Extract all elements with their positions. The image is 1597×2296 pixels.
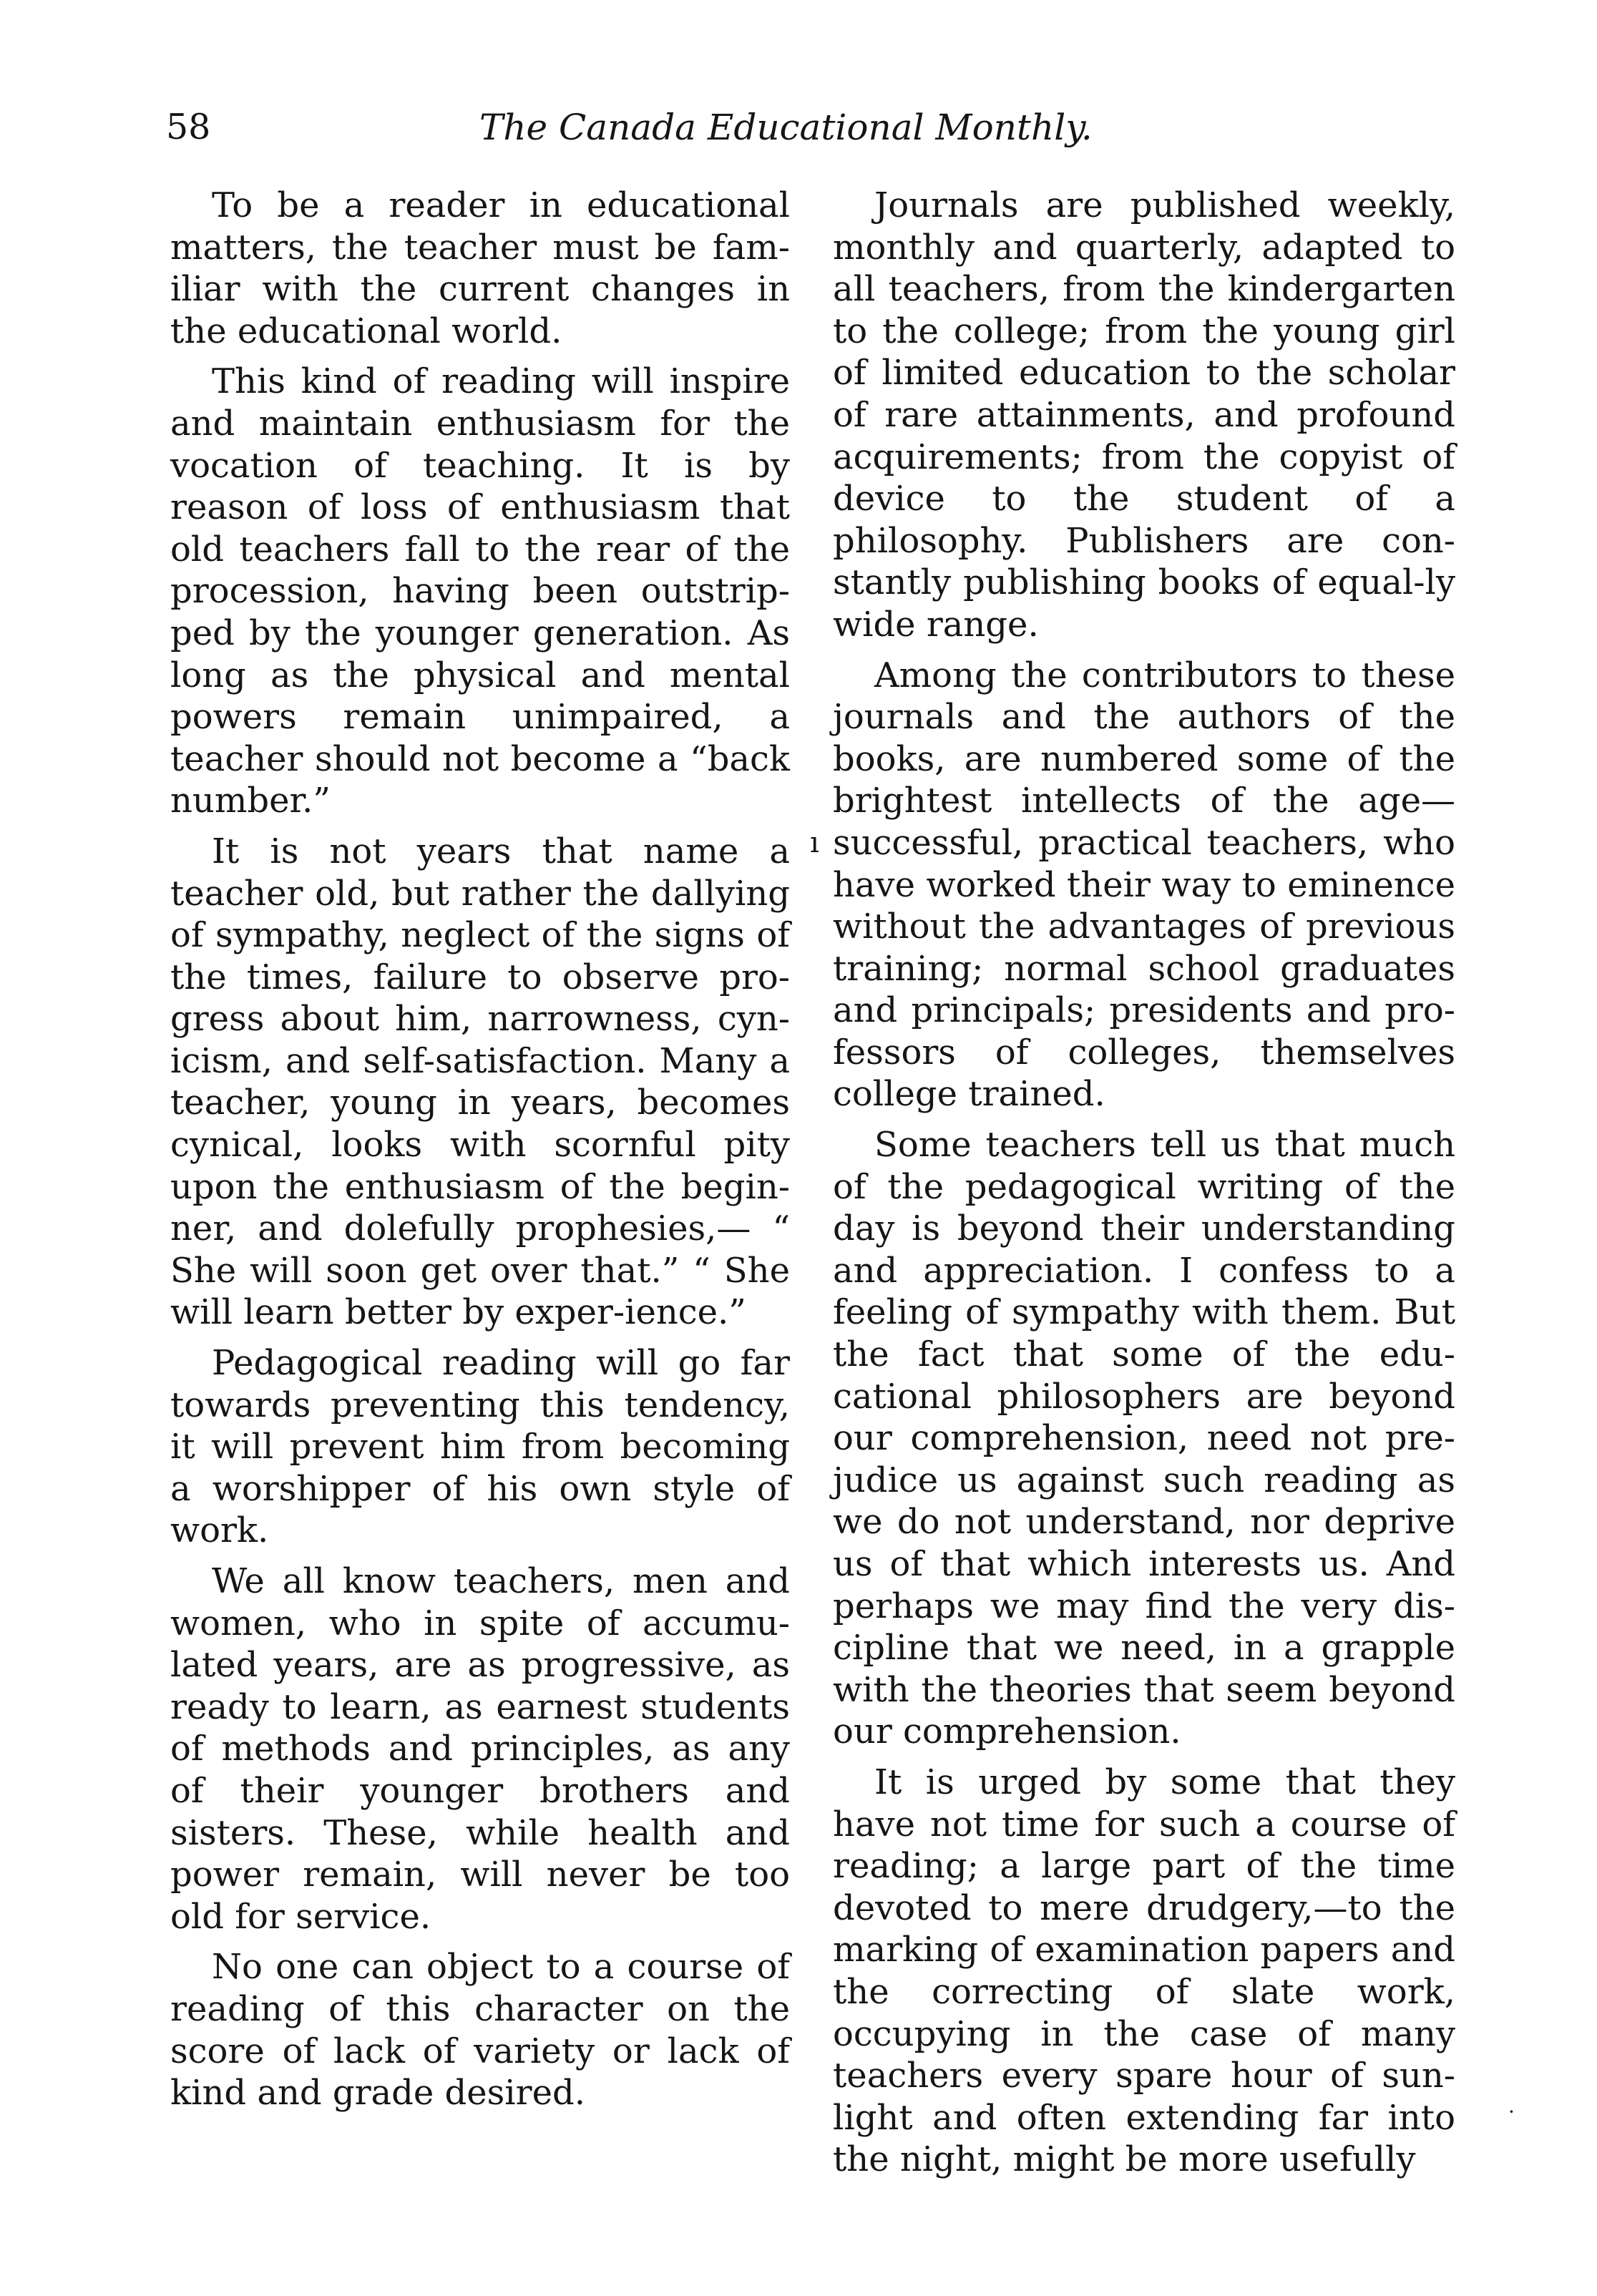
left-paragraph-5: We all know teachers, men and women, who in spite of accumu-lated years, are as progressive, as ready to learn, as earnest students of methods and principles, as any of their younger brothers and sisters. These, while health and power remain, will never be too old for service. — [170, 1561, 790, 1937]
right-paragraph-1: Journals are published weekly, monthly and quarterly, adapted to all teachers, from the kindergarten to the college; from the young girl of limited education to the scholar of rare attainments, and profound acquirements; from the copyist of device to the student of a philosophy. Publishers are con-stantly publishing books of equal-ly wide range. — [833, 185, 1455, 645]
left-paragraph-4: Pedagogical reading will go far towards preventing this tendency, it will prevent him from becoming a worshipper of his own style of work. — [170, 1343, 790, 1551]
left-paragraph-1: To be a reader in educational matters, the teacher must be fam-iliar with the current changes in the educational world. — [170, 185, 790, 351]
left-paragraph-2: This kind of reading will inspire and maintain enthusiasm for the vocation of teaching. It is by reason of loss of enthusiasm that old teachers fall to the rear of the procession, having been outstrip-ped by the younger generation. As long as the physical and mental powers remain unimpaired, a teacher should not become a “back number.” — [170, 361, 790, 821]
margin-mark: ı — [810, 826, 819, 859]
right-paragraph-2: Among the contributors to these journals and the authors of the books, are numbered some of the brightest intellects of the age— successful, practical teachers, who have worked their way to eminence without the advantages of previous training; normal school graduates and principals; presidents and pro-fessors of colleges, themselves college trained. — [833, 655, 1455, 1115]
right-paragraph-4: It is urged by some that they have not time for such a course of reading; a large part of the time devoted to mere drudgery,—to the marking of examination papers and the correcting of slate work, occupying in the case of many teachers every spare hour of sun-light and often extending far into the night, might be more usefully — [833, 1762, 1455, 2180]
left-paragraph-3: It is not years that name a teacher old, but rather the dallying of sympathy, neglect of the signs of the times, failure to observe pro-gress about him, narrowness, cyn-icism, and self-satisfaction. Many a teacher, young in years, becomes cynical, looks with scornful pity upon the enthusiasm of the begin-ner, and dolefully prophesies,— “ She will soon get over that.” “ She will learn better by exper-ience.” — [170, 831, 790, 1333]
left-column — [170, 185, 790, 2123]
left-paragraph-6: No one can object to a course of reading of this character on the score of lack of variety or lack of kind and grade desired. — [170, 1947, 790, 2114]
running-head-title: The Canada Educational Monthly. — [479, 107, 1093, 148]
page-number: 58 — [166, 107, 211, 147]
right-column — [833, 185, 1455, 2189]
margin-dot: · — [1508, 2100, 1515, 2124]
right-paragraph-3: Some teachers tell us that much of the pedagogical writing of the day is beyond their understanding and appreciation. I confess to a feeling of sympathy with them. But the fact that some of the edu-cational philosophers are beyond our comprehension, need not pre-judice us against such reading as we do not understand, nor deprive us of that which interests us. And perhaps we may find the very dis-cipline that we need, in a grapple with the theories that seem beyond our comprehension. — [833, 1125, 1455, 1752]
